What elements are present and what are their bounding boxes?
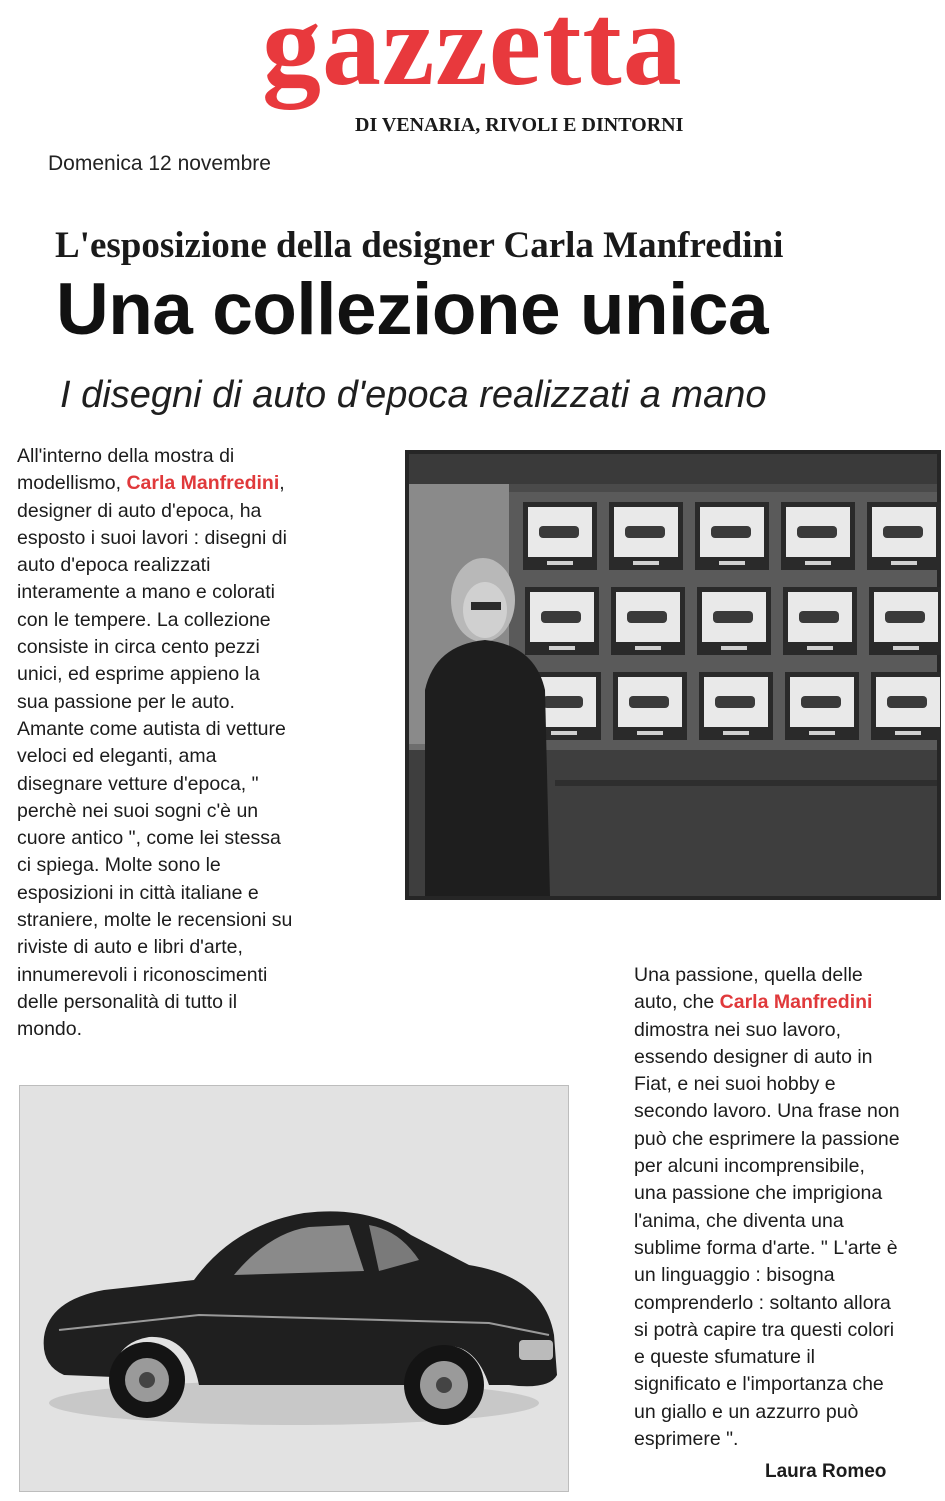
text-line: straniere, molte le recensioni su <box>17 909 293 932</box>
text-line: perchè nei suoi sogni c'è un <box>17 799 259 822</box>
highlighted-name: Carla Manfredini <box>719 991 873 1014</box>
text-line: delle personalità di tutto il <box>17 990 238 1013</box>
text-line: veloci ed eleganti, ama <box>17 745 217 768</box>
text-line: unici, ed esprime appieno la <box>17 663 260 686</box>
text-line: Fiat, e nei suoi hobby e <box>634 1073 836 1096</box>
text-line: Una passione, quella delle <box>634 964 863 986</box>
text-line: auto d'epoca realizzati <box>17 554 211 577</box>
text-line: esposizioni in città italiane e <box>17 881 259 904</box>
text-line: consiste in circa cento pezzi <box>17 636 260 659</box>
article-column-left <box>17 443 347 1044</box>
text-line: un linguaggio : bisogna <box>634 1264 835 1287</box>
text-line: sublime forma d'arte. " L'arte è <box>634 1236 898 1259</box>
text-line: per alcuni incomprensibile, <box>634 1155 865 1178</box>
text-line: mondo. <box>17 1018 83 1041</box>
text-line: modellismo, Carla Manfredini, <box>17 472 285 495</box>
text-line: esprimere ". <box>634 1428 739 1451</box>
text-line: esposto i suoi lavori : disegni di <box>17 526 287 549</box>
exhibition-photo <box>405 450 941 900</box>
text-line: una passione che imprigiona <box>634 1182 883 1205</box>
masthead-tagline: DI VENARIA, RIVOLI E DINTORNI <box>355 114 684 136</box>
text-line: innumerevoli i riconoscimenti <box>17 963 268 986</box>
text-line: dimostra nei suo lavoro, <box>634 1018 842 1041</box>
highlighted-name: Carla Manfredini <box>126 472 280 495</box>
article-column-right <box>634 962 942 1453</box>
masthead-title: gazzetta <box>262 0 683 110</box>
text-line: significato e l'importanza che <box>634 1373 884 1396</box>
text-line: riviste di auto e libri d'arte, <box>17 936 243 959</box>
issue-date: Domenica 12 novembre <box>48 152 271 175</box>
article-kicker: L'esposizione della designer Carla Manfredini <box>55 225 784 266</box>
text-line: con le tempere. La collezione <box>17 608 271 631</box>
text-line: essendo designer di auto in <box>634 1045 873 1068</box>
article-deck: I disegni di auto d'epoca realizzati a mano <box>60 374 767 416</box>
text-line: comprenderlo : soltanto allora <box>634 1291 891 1314</box>
text-line: può che esprimere la passione <box>634 1127 900 1150</box>
text-line: un giallo e un azzurro può <box>634 1400 859 1423</box>
text-line: l'anima, che diventa una <box>634 1209 844 1232</box>
text-line: e queste sfumature il <box>634 1346 816 1369</box>
text-line: si potrà capire tra questi colori <box>634 1318 895 1341</box>
text-line: All'interno della mostra di <box>17 445 235 467</box>
article-headline: Una collezione unica <box>56 269 769 350</box>
text-line: secondo lavoro. Una frase non <box>634 1100 900 1123</box>
text-line: interamente a mano e colorati <box>17 581 275 604</box>
vintage-car-photo <box>19 1085 569 1492</box>
text-line: auto, che Carla Manfredini <box>634 991 873 1014</box>
text-line: designer di auto d'epoca, ha <box>17 499 262 522</box>
text-line: cuore antico ", come lei stessa <box>17 827 281 850</box>
text-line: disegnare vetture d'epoca, " <box>17 772 259 795</box>
text-line: sua passione per le auto. <box>17 690 235 713</box>
text-line: ci spiega. Molte sono le <box>17 854 221 877</box>
text-line: Amante come autista di vetture <box>17 717 286 740</box>
article-byline: Laura Romeo <box>765 1461 887 1482</box>
